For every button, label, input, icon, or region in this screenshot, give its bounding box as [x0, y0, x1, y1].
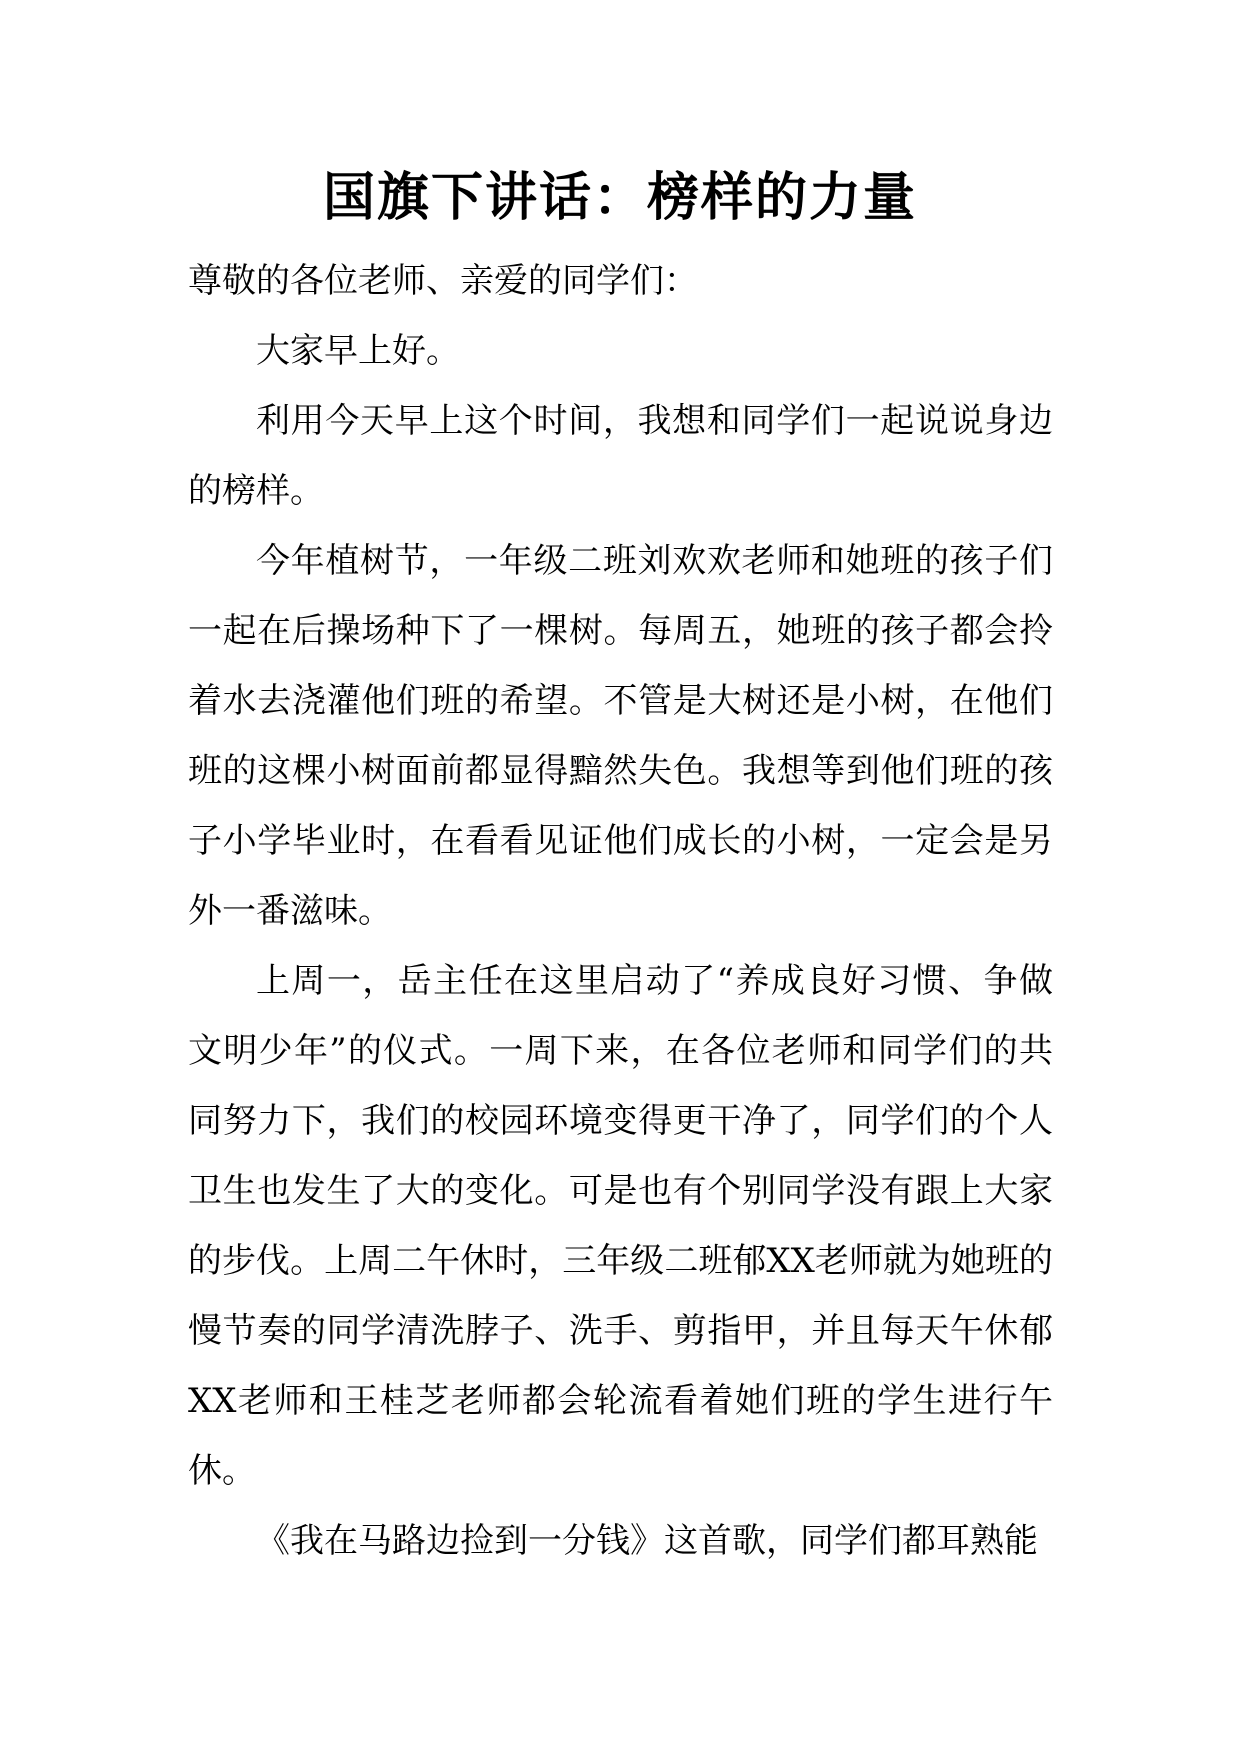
intro-paragraph: 利用今天早上这个时间，我想和同学们一起说说身边的榜样。	[188, 401, 1053, 511]
good-habits-paragraph: 上周一，岳主任在这里启动了“养成良好习惯、争做文明少年”的仪式。一周下来，在各位老师和同学们的共同努力下，我们的校园环境变得更干净了，同学们的个人卫生也发生了大的变化。可是也有个别同学没有跟上大家的步伐。上周二午休时，三年级二班郁XX老师就为她班的慢节奏的同学清洗脖子、洗手、剪指甲，并且每天午休郁XX老师和王桂芝老师都会轮流看着她们班的学生进行午休。	[188, 961, 1053, 1491]
song-paragraph: 《我在马路边捡到一分钱》这首歌，同学们都耳熟能	[256, 1521, 1038, 1561]
salutation: 尊敬的各位老师、亲爱的同学们：	[188, 261, 698, 301]
document-body	[188, 246, 1053, 1576]
document-title: 国旗下讲话：榜样的力量	[322, 167, 917, 228]
tree-planting-paragraph: 今年植树节，一年级二班刘欢欢老师和她班的孩子们一起在后操场种下了一棵树。每周五，她班的孩子都会拎着水去浇灌他们班的希望。不管是大树还是小树，在他们班的这棵小树面前都显得黯然失色。我想等到他们班的孩子小学毕业时，在看看见证他们成长的小树，一定会是另外一番滋味。	[188, 541, 1053, 931]
greeting-paragraph: 大家早上好。	[256, 331, 460, 371]
